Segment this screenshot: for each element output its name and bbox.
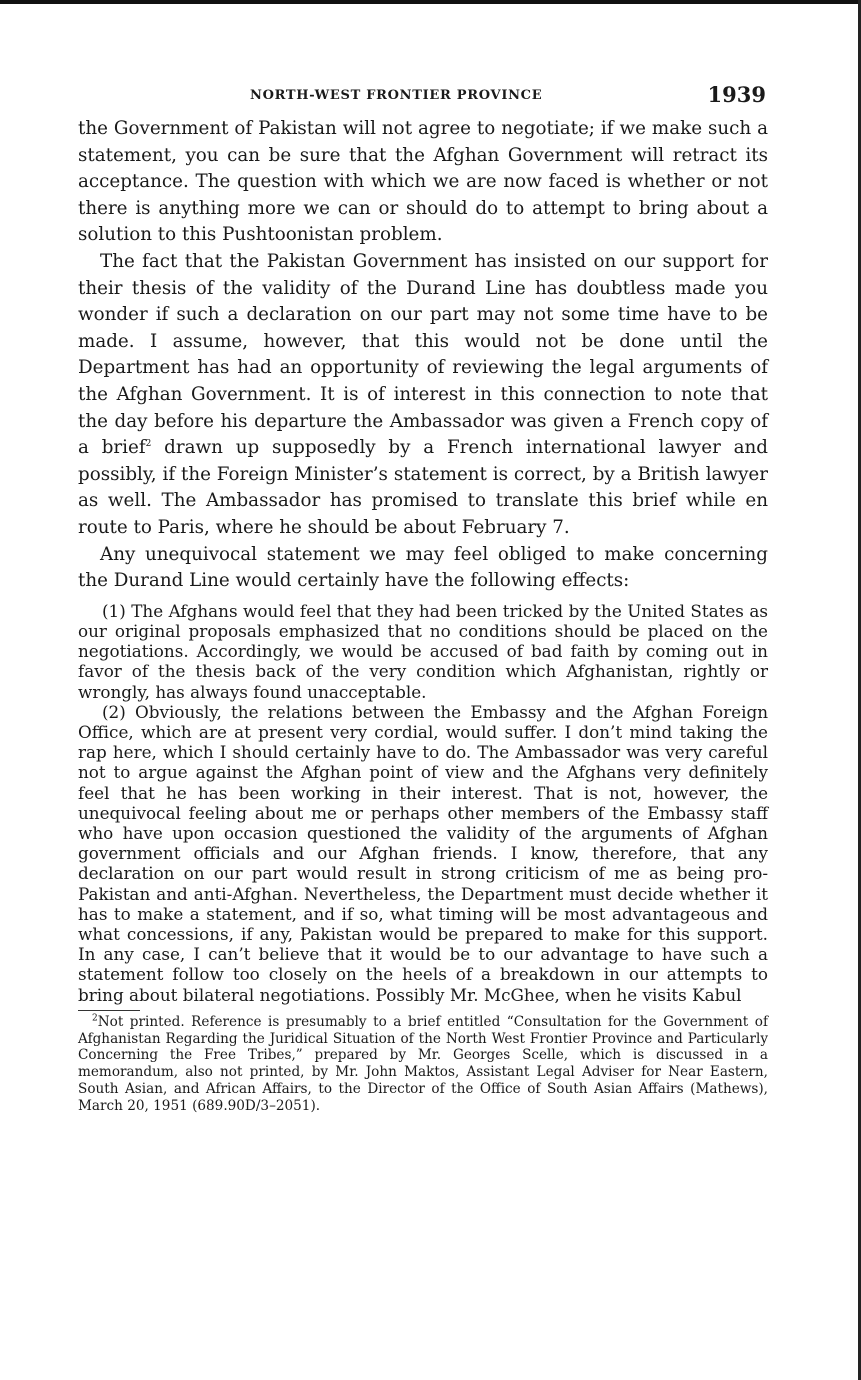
document-page (78, 78, 768, 1115)
paragraph-3: Any unequivocal statement we may feel obliged to make concerning the Durand Line would certainly have the following effects: (78, 543, 768, 592)
paragraph-2-text-b: drawn up supposedly by a French international lawyer and possibly, if the Foreign Minister’s statement is correct, by a British lawyer as well. The Ambassador has promised to translate this brief while en route to Paris, where he should be about February 7. (78, 437, 768, 538)
footnote-paragraph (78, 1014, 768, 1115)
list-item-2: (2) Obviously, the relations between the Embassy and the Afghan Foreign Office, which are at present very cordial, would suffer. I don’t mind taking the rap here, which I should certainly have to do. The Ambassador was very careful not to argue against the Afghan point of view and the Afghans very definitely feel that he has been working in their interest. That is not, however, the unequivocal feeling about me or perhaps other members of the Embassy staff who have upon occasion questioned the validity of the arguments of Afghan government officials and our Afghan friends. I know, therefore, that any declaration on our part would result in strong criticism of me as being pro-Pakistan and anti-Afghan. Nevertheless, the Department must decide whether it has to make a statement, and if so, what timing will be most advantageous and what concessions, if any, Pakistan would be prepared to make for this support. In any case, I can’t believe that it would be to our advantage to have such a statement follow too closely on the heels of a breakdown in our attempts to bring about bilateral negotiations. Possibly Mr. McGhee, when he visits Kabul (78, 701, 768, 1005)
running-header (78, 78, 768, 116)
page-number: 1939 (707, 82, 766, 107)
footnote-mark: 2 (92, 1013, 98, 1024)
paragraph-2 (78, 249, 768, 542)
footnote-divider (78, 1010, 140, 1011)
footnote (78, 1014, 768, 1115)
running-header-title: NORTH-WEST FRONTIER PROVINCE (250, 88, 543, 103)
list-item-1: (1) The Afghans would feel that they had been tricked by the United States as our original proposals emphasized that no conditions should be placed on the negotiations. Accordingly, we would be accused of bad faith by coming out in favor of the thesis back of the very condition which Afghanistan, rightly or wrongly, has always found unacceptable. (78, 600, 768, 702)
footnote-reference: 2 (145, 439, 152, 450)
page-top-border (0, 0, 861, 4)
effects-list (78, 601, 768, 1005)
paragraph-2-text-a: The fact that the Pakistan Government has insisted on our support for their thesis of the validity of the Durand Line has doubtless made you wonder if such a declaration on our part may not some time have to be made. I assume, however, that this would not be done until the Department has had an opportunity of reviewing the legal arguments of the Afghan Government. It is of interest in this connection to note that the day before his departure the Ambassador was given a French copy of a brief (78, 250, 768, 459)
main-text (78, 116, 768, 595)
paragraph-1: the Government of Pakistan will not agree to negotiate; if we make such a statement, you can be sure that the Afghan Government will retract its acceptance. The question with which we are now faced is whether or not there is anything more we can or should do to attempt to bring about a solution to this Pushtoonistan problem. (78, 118, 768, 246)
footnote-text: Not printed. Reference is presumably to a brief entitled “Consultation for the Government of Afghanistan Regarding the Juridical Situation of the North West Frontier Province and Particularly Concerning the Free Tribes,” prepared by Mr. Georges Scelle, which is discussed in a memorandum, also not printed, by Mr. John Maktos, Assistant Legal Adviser for Near Eastern, South Asian, and African Affairs, to the Director of the Office of South Asian Affairs (Mathews), March 20, 1951 (689.90D/3–2051). (78, 1013, 768, 1114)
